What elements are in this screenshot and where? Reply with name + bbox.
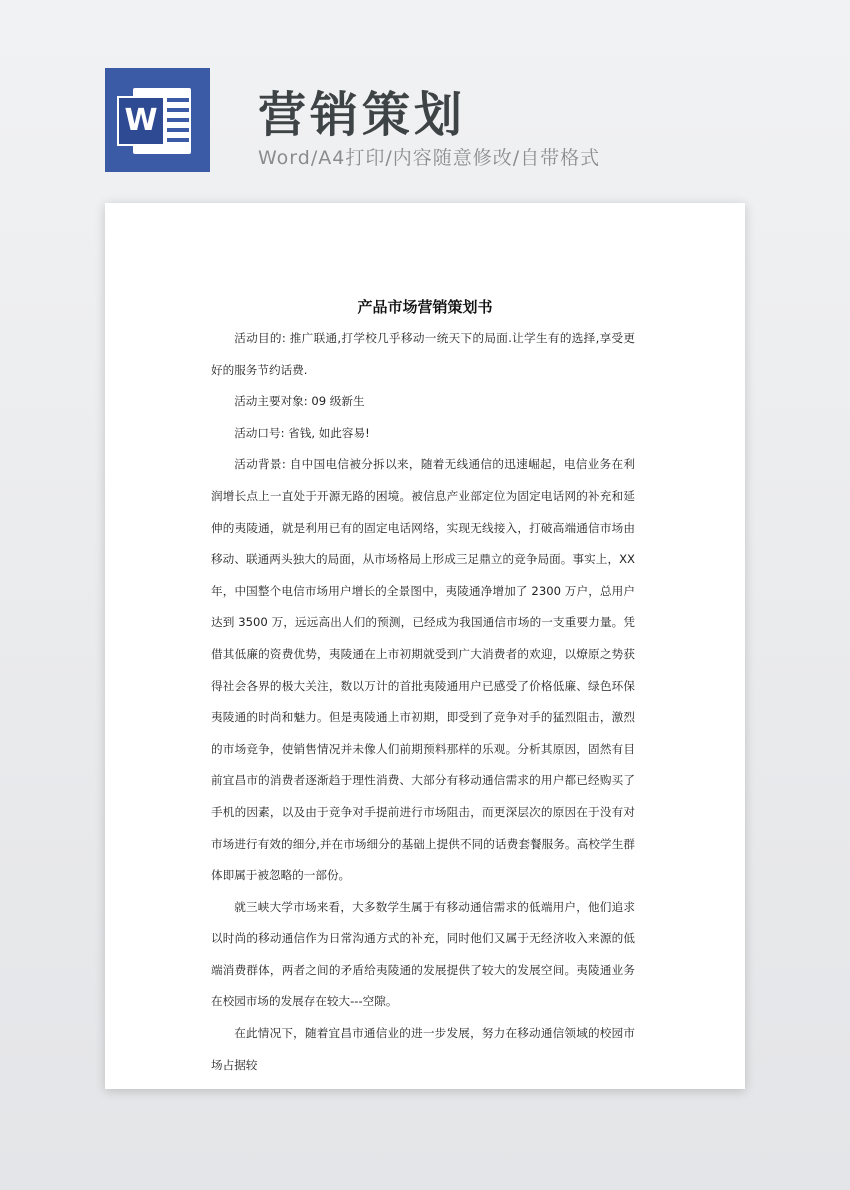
word-letter-badge: W (117, 96, 165, 146)
paragraph-market: 就三峡大学市场来看，大多数学生属于有移动通信需求的低端用户，他们追求以时尚的移动通信作为日常沟通方式的补充，同时他们又属于无经济收入来源的低端消费群体，两者之间的矛盾给夷陵通的发展提供了较大的发展空间。夷陵通业务在校园市场的发展存在较大---空隙。 (211, 899, 635, 1009)
paragraph-purpose: 活动目的: 推广联通,打学校几乎移动一统天下的局面.让学生有的选择,享受更好的服务节约话费. (211, 331, 635, 377)
paragraph-slogan: 活动口号: 省钱, 如此容易! (234, 425, 370, 440)
doc-line (167, 98, 189, 102)
paragraph-situation: 在此情况下，随着宜昌市通信业的进一步发展，努力在移动通信领域的校园市场占据较 (211, 1026, 635, 1072)
paragraph-audience: 活动主要对象: 09 级新生 (234, 394, 365, 409)
document-body (211, 323, 635, 1081)
paragraph-background: 活动背景: 自中国电信被分拆以来，随着无线通信的迅速崛起，电信业务在利润增长点上一直处于开源无路的困境。被信息产业部定位为固定电话网的补充和延伸的夷陵通，就是利用已有的固定电话网络，实现无线接入，打破高端通信市场由移动、联通两头独大的局面，从市场格局上形成三足鼎立的竞争局面。事实上，XX 年，中国整个电信市场用户增长的全景图中，夷陵通净增加了 2300 万户，总用户达到 3500 万，远远高出人们的预测，已经成为我国通信市场的一支重要力量。凭借其低廉的资费优势，夷陵通在上市初期就受到广大消费者的欢迎，以燎原之势获得社会各界的极大关注，数以万计的首批夷陵通用户已感受了价格低廉、绿色环保夷陵通的时尚和魅力。但是夷陵通上市初期，即受到了竞争对手的猛烈阻击，激烈的市场竞争，使销售情况并未像人们前期预料那样的乐观。分析其原因，固然有目前宜昌市的消费者逐渐趋于理性消费、大部分有移动通信需求的用户都已经购买了手机的因素，以及由于竞争对手提前进行市场阻击，而更深层次的原因在于没有对市场进行有效的细分,并在市场细分的基础上提供不同的话费套餐服务。高校学生群体即属于被忽略的一部份。 (211, 457, 635, 883)
document-title: 产品市场营销策划书 (357, 298, 493, 316)
page-title: 营销策划 (258, 87, 467, 143)
doc-line (167, 108, 189, 112)
doc-line (167, 118, 189, 122)
word-logo-icon (105, 68, 210, 172)
doc-line (167, 128, 189, 132)
page-subtitle: Word/A4打印/内容随意修改/自带格式 (258, 147, 601, 169)
doc-line (167, 138, 189, 142)
document-page (105, 203, 745, 1089)
